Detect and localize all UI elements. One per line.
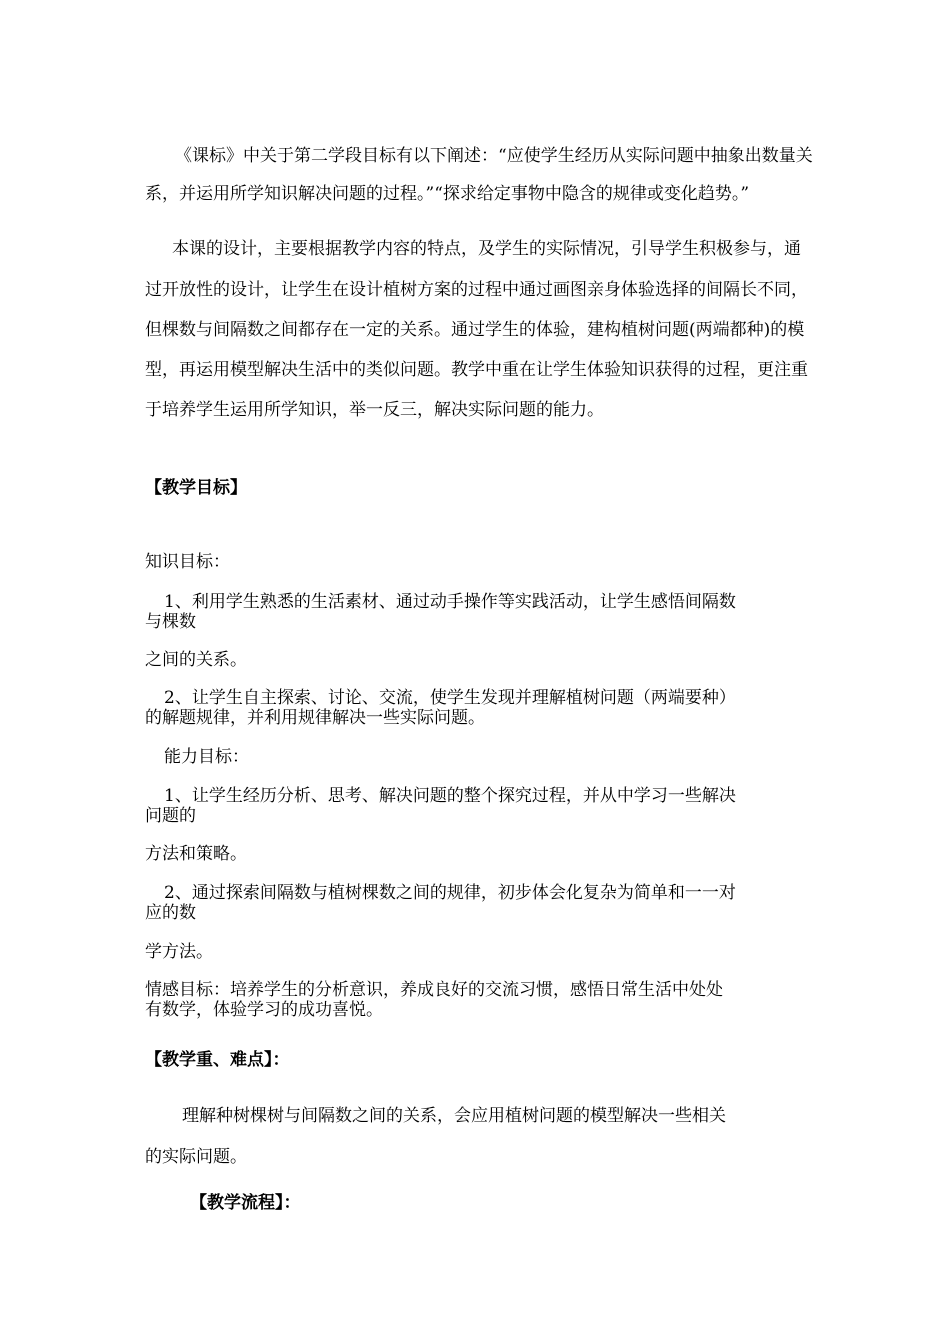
knowledge-item-2-line-2: 的解题规律，并利用规律解决一些实际问题。 [145, 708, 485, 728]
design-line-1: 本课的设计，主要根据教学内容的特点，及学生的实际情况，引导学生积极参与，通 [172, 239, 801, 259]
ability-item-1-line-2: 问题的 [145, 806, 196, 826]
ability-item-2-line-3: 学方法。 [145, 942, 213, 962]
emotion-line-1: 情感目标：培养学生的分析意识，养成良好的交流习惯，感悟日常生活中处处 [145, 980, 723, 1000]
design-line-4: 型，再运用模型解决生活中的类似问题。教学中重在让学生体验知识获得的过程，更注重 [145, 360, 808, 380]
ability-item-2-line-1: 2、通过探索间隔数与植树棵数之间的规律，初步体会化复杂为简单和一一对 [164, 883, 736, 903]
knowledge-heading: 知识目标： [145, 552, 230, 572]
emotion-line-2: 有数学，体验学习的成功喜悦。 [145, 1000, 383, 1020]
ability-heading: 能力目标： [164, 747, 249, 767]
design-line-2: 过开放性的设计，让学生在设计植树方案的过程中通过画图亲身体验选择的间隔长不同， [145, 280, 808, 300]
knowledge-item-1-line-3: 之间的关系。 [145, 650, 247, 670]
ability-item-1-line-3: 方法和策略。 [145, 844, 247, 864]
section-heading-key-points: 【教学重、难点】： [145, 1050, 290, 1070]
key-points-line-1: 理解种树棵树与间隔数之间的关系，会应用植树问题的模型解决一些相关 [182, 1106, 726, 1126]
design-line-3: 但棵数与间隔数之间都存在一定的关系。通过学生的体验，建构植树问题(两端都种)的模 [145, 320, 805, 340]
knowledge-item-2-line-1: 2、让学生自主探索、讨论、交流，使学生发现并理解植树问题（两端要种） [164, 688, 736, 708]
knowledge-item-1-line-1: 1、利用学生熟悉的生活素材、通过动手操作等实践活动，让学生感悟间隔数 [164, 592, 736, 612]
knowledge-item-1-line-2: 与棵数 [145, 612, 196, 632]
key-points-line-2: 的实际问题。 [145, 1147, 247, 1167]
intro-line-1: 《课标》中关于第二学段目标有以下阐述：“应使学生经历从实际问题中抽象出数量关 [175, 146, 813, 166]
intro-line-2: 系，并运用所学知识解决问题的过程。”“探求给定事物中隐含的规律或变化趋势。” [145, 184, 750, 204]
ability-item-1-line-1: 1、让学生经历分析、思考、解决问题的整个探究过程，并从中学习一些解决 [164, 786, 736, 806]
section-heading-goals: 【教学目标】 [145, 478, 247, 498]
ability-item-2-line-2: 应的数 [145, 903, 196, 923]
design-line-5: 于培养学生运用所学知识，举一反三，解决实际问题的能力。 [145, 400, 604, 420]
section-heading-process: 【教学流程】： [190, 1193, 301, 1213]
